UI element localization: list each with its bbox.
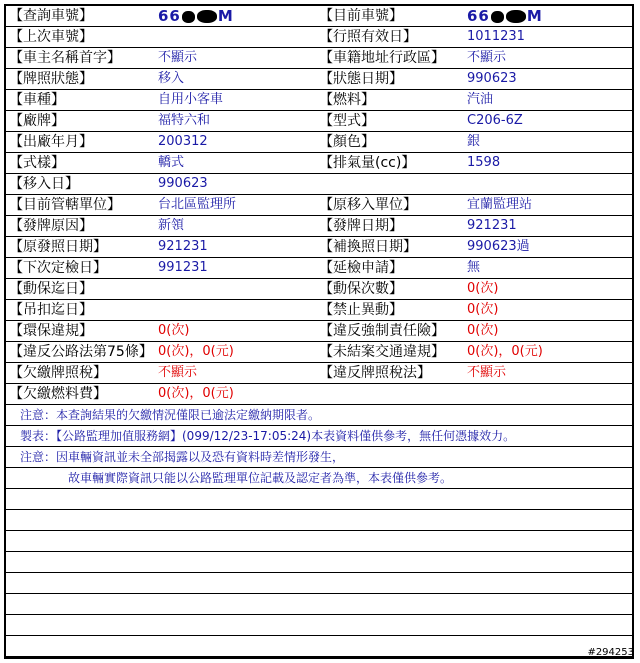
field-value: 200312 bbox=[158, 134, 208, 149]
field-value: 新領 bbox=[158, 218, 185, 233]
empty-row bbox=[6, 615, 632, 636]
field-label: 【違反公路法第75條】 bbox=[9, 344, 153, 360]
field-label: 【車籍地址行政區】 bbox=[319, 50, 445, 66]
field-label: 【排氣量(cc)】 bbox=[319, 155, 416, 171]
table-row bbox=[6, 132, 632, 153]
field-value: 0(次)，0(元) bbox=[158, 386, 234, 401]
table-row bbox=[6, 153, 632, 174]
empty-row bbox=[6, 531, 632, 552]
field-label: 【目前車號】 bbox=[319, 8, 403, 24]
redaction-mark bbox=[182, 11, 195, 23]
empty-row bbox=[6, 573, 632, 594]
note-text: 製表：【公路監理加值服務網】(099/12/23-17:05:24)本表資料僅供參考，無任何憑據效力。 bbox=[20, 429, 516, 443]
plate-number bbox=[467, 6, 543, 26]
field-value: 0(次)，0(元) bbox=[158, 344, 234, 359]
field-label: 【顏色】 bbox=[319, 134, 375, 150]
plate-prefix: 66 bbox=[467, 7, 490, 25]
note-line bbox=[6, 447, 632, 468]
plate-number bbox=[158, 6, 234, 26]
empty-row bbox=[6, 489, 632, 510]
note-line bbox=[6, 405, 632, 426]
field-value: 不顯示 bbox=[158, 50, 198, 65]
field-label: 【動保迄日】 bbox=[9, 281, 93, 297]
table-row bbox=[6, 363, 632, 384]
field-label: 【吊扣迄日】 bbox=[9, 302, 93, 318]
field-value: 1598 bbox=[467, 155, 501, 170]
field-label: 【車種】 bbox=[9, 92, 65, 108]
field-value: 921231 bbox=[467, 218, 517, 233]
table-row bbox=[6, 111, 632, 132]
field-label: 【補換照日期】 bbox=[319, 239, 417, 255]
field-value: 0(次) bbox=[467, 302, 499, 317]
plate-suffix: M bbox=[217, 7, 234, 25]
field-label: 【發牌日期】 bbox=[319, 218, 403, 234]
field-label: 【未結案交通違規】 bbox=[319, 344, 445, 360]
field-label: 【燃料】 bbox=[319, 92, 375, 108]
field-label: 【欠繳燃料費】 bbox=[9, 386, 107, 402]
redaction-mark bbox=[506, 10, 526, 23]
table-row bbox=[6, 342, 632, 363]
field-label: 【欠繳牌照稅】 bbox=[9, 365, 107, 381]
field-label: 【目前管轄單位】 bbox=[9, 197, 121, 213]
table-row bbox=[6, 216, 632, 237]
field-value: 自用小客車 bbox=[158, 92, 224, 107]
field-value: 921231 bbox=[158, 239, 208, 254]
field-value: 990623 bbox=[158, 176, 208, 191]
field-label: 【環保違規】 bbox=[9, 323, 93, 339]
field-label: 【違反強制責任險】 bbox=[319, 323, 445, 339]
redaction-mark bbox=[491, 11, 504, 23]
field-label: 【型式】 bbox=[319, 113, 375, 129]
table-row bbox=[6, 174, 632, 195]
field-label: 【原移入單位】 bbox=[319, 197, 417, 213]
empty-row bbox=[6, 636, 632, 657]
table-row bbox=[6, 321, 632, 342]
empty-row bbox=[6, 552, 632, 573]
table-row bbox=[6, 27, 632, 48]
field-value: 990623 bbox=[467, 71, 517, 86]
note-line bbox=[6, 426, 632, 447]
field-value: 0(次) bbox=[158, 323, 190, 338]
vehicle-info-table bbox=[4, 4, 634, 659]
field-label: 【車主名稱首字】 bbox=[9, 50, 121, 66]
field-value: 0(次)，0(元) bbox=[467, 344, 543, 359]
note-line bbox=[6, 468, 632, 489]
note-text: 注意：因車輛資訊並未全部揭露以及恐有資料時差情形發生， bbox=[20, 450, 345, 464]
note-text: 注意：本查詢結果的欠繳情況僅限已逾法定繳納期限者。 bbox=[20, 408, 321, 422]
field-label: 【移入日】 bbox=[9, 176, 79, 192]
empty-row bbox=[6, 594, 632, 615]
table-row bbox=[6, 48, 632, 69]
table-row bbox=[6, 69, 632, 90]
field-value: 不顯示 bbox=[467, 50, 507, 65]
field-value: 1011231 bbox=[467, 29, 525, 44]
table-row bbox=[6, 279, 632, 300]
field-label: 【下次定檢日】 bbox=[9, 260, 107, 276]
field-label: 【違反牌照稅法】 bbox=[319, 365, 431, 381]
table-row bbox=[6, 300, 632, 321]
field-value: 轎式 bbox=[158, 155, 185, 170]
note-text: 故車輛實際資訊只能以公路監理單位記載及認定者為準，本表僅供參考。 bbox=[68, 471, 453, 485]
field-label: 【牌照狀態】 bbox=[9, 71, 93, 87]
field-label: 【查詢車號】 bbox=[9, 8, 93, 24]
table-row bbox=[6, 237, 632, 258]
field-value: 宜蘭監理站 bbox=[467, 197, 533, 212]
field-value: 不顯示 bbox=[158, 365, 198, 380]
table-row bbox=[6, 258, 632, 279]
field-value: 台北區監理所 bbox=[158, 197, 237, 212]
field-value: 不顯示 bbox=[467, 365, 507, 380]
field-value: 銀 bbox=[467, 134, 481, 149]
field-value: 無 bbox=[467, 260, 481, 275]
field-value: 990623過 bbox=[467, 239, 530, 254]
field-label: 【出廠年月】 bbox=[9, 134, 93, 150]
field-label: 【動保次數】 bbox=[319, 281, 403, 297]
field-label: 【禁止異動】 bbox=[319, 302, 403, 318]
table-row bbox=[6, 90, 632, 111]
field-label: 【發牌原因】 bbox=[9, 218, 93, 234]
field-label: 【延檢申請】 bbox=[319, 260, 403, 276]
field-label: 【上次車號】 bbox=[9, 29, 93, 45]
field-label: 【行照有效日】 bbox=[319, 29, 417, 45]
field-label: 【廠牌】 bbox=[9, 113, 65, 129]
field-value: 0(次) bbox=[467, 281, 499, 296]
plate-suffix: M bbox=[526, 7, 543, 25]
field-label: 【式樣】 bbox=[9, 155, 65, 171]
field-value: 991231 bbox=[158, 260, 208, 275]
redaction-mark bbox=[197, 10, 217, 23]
empty-row bbox=[6, 510, 632, 531]
field-value: 移入 bbox=[158, 71, 185, 86]
field-value: 0(次) bbox=[467, 323, 499, 338]
field-value: 福特六和 bbox=[158, 113, 211, 128]
table-row bbox=[6, 6, 632, 27]
table-row bbox=[6, 384, 632, 405]
table-row bbox=[6, 195, 632, 216]
field-value: 汽油 bbox=[467, 92, 494, 107]
field-label: 【原發照日期】 bbox=[9, 239, 107, 255]
field-value: C206-6Z bbox=[467, 113, 523, 128]
watermark: #294253 bbox=[587, 647, 634, 658]
field-label: 【狀態日期】 bbox=[319, 71, 403, 87]
plate-prefix: 66 bbox=[158, 7, 181, 25]
